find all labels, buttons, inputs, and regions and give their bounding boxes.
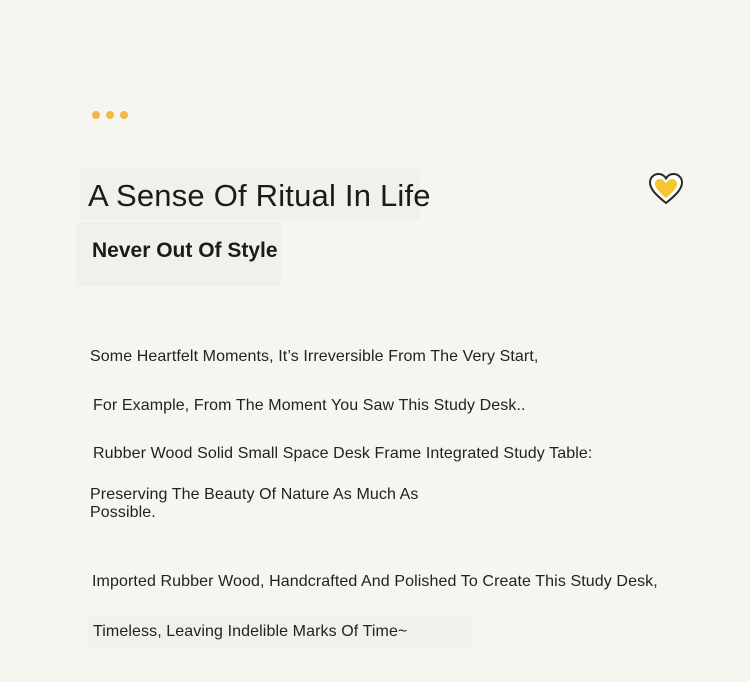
body-line-1: Some Heartfelt Moments, It’s Irreversible From The Very Start,	[90, 348, 539, 365]
heart-icon	[648, 172, 684, 206]
body-line-5: Imported Rubber Wood, Handcrafted And Polished To Create This Study Desk,	[92, 573, 658, 590]
dot	[106, 111, 114, 119]
dot	[92, 111, 100, 119]
dot	[120, 111, 128, 119]
page-subtitle: Never Out Of Style	[92, 239, 278, 262]
body-line-3: Rubber Wood Solid Small Space Desk Frame Integrated Study Table:	[93, 445, 593, 462]
page-title: A Sense Of Ritual In Life	[88, 178, 431, 213]
body-line-4: Preserving The Beauty Of Nature As Much As Possible.	[90, 486, 419, 521]
body-line-2: For Example, From The Moment You Saw This Study Desk..	[93, 397, 526, 414]
ellipsis-dots-icon	[92, 111, 128, 119]
body-line-6: Timeless, Leaving Indelible Marks Of Time~	[93, 623, 408, 640]
